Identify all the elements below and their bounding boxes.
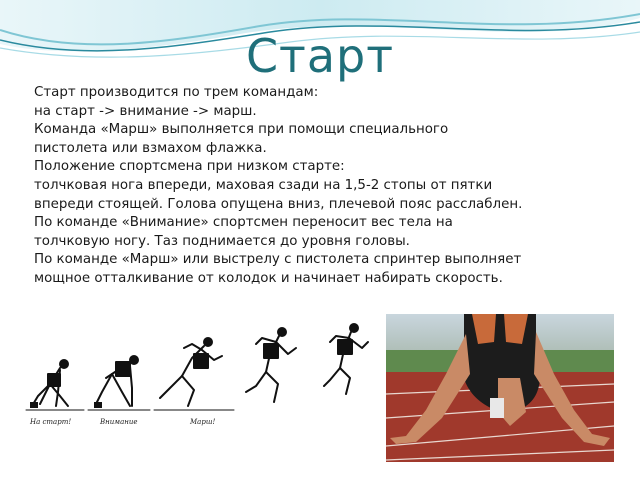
- text-line: Положение спортсмена при низком старте:: [34, 159, 345, 175]
- text-line: впереди стоящей. Голова опущена вниз, плечевой пояс расслаблен.: [34, 196, 523, 212]
- text-line: толчковую ногу. Таз поднимается до уровня головы.: [34, 233, 410, 249]
- text-line: толчковая нога впереди, маховая сзади на 1,5-2 стопы от пятки: [34, 177, 493, 193]
- text-line: По команде «Внимание» спортсмен переносит вес тела на: [34, 215, 453, 231]
- sketch-label-go: Марш!: [190, 418, 216, 426]
- sketch-label-set: Внимание: [100, 418, 138, 426]
- sprint-start-sequence-drawing: [24, 314, 380, 434]
- text-line: Команда «Марш» выполняется при помощи специального: [34, 122, 449, 138]
- text-line: на старт -> внимание -> марш.: [34, 103, 257, 119]
- slide-body-text: [34, 84, 634, 289]
- sprinter-photo-illustration: [386, 314, 614, 462]
- sketch-label-on-marks: На старт!: [30, 418, 72, 426]
- text-line: мощное отталкивание от колодок и начинает набирать скорость.: [34, 270, 503, 286]
- runner-figures-illustration: [24, 314, 380, 434]
- sprinter-start-photo: [386, 314, 614, 462]
- slide-title: Старт: [245, 29, 395, 83]
- text-line: пистолета или взмахом флажка.: [34, 140, 267, 156]
- text-line: По команде «Марш» или выстрелу с пистолета спринтер выполняет: [34, 252, 522, 268]
- text-line: Старт производится по трем командам:: [34, 85, 319, 100]
